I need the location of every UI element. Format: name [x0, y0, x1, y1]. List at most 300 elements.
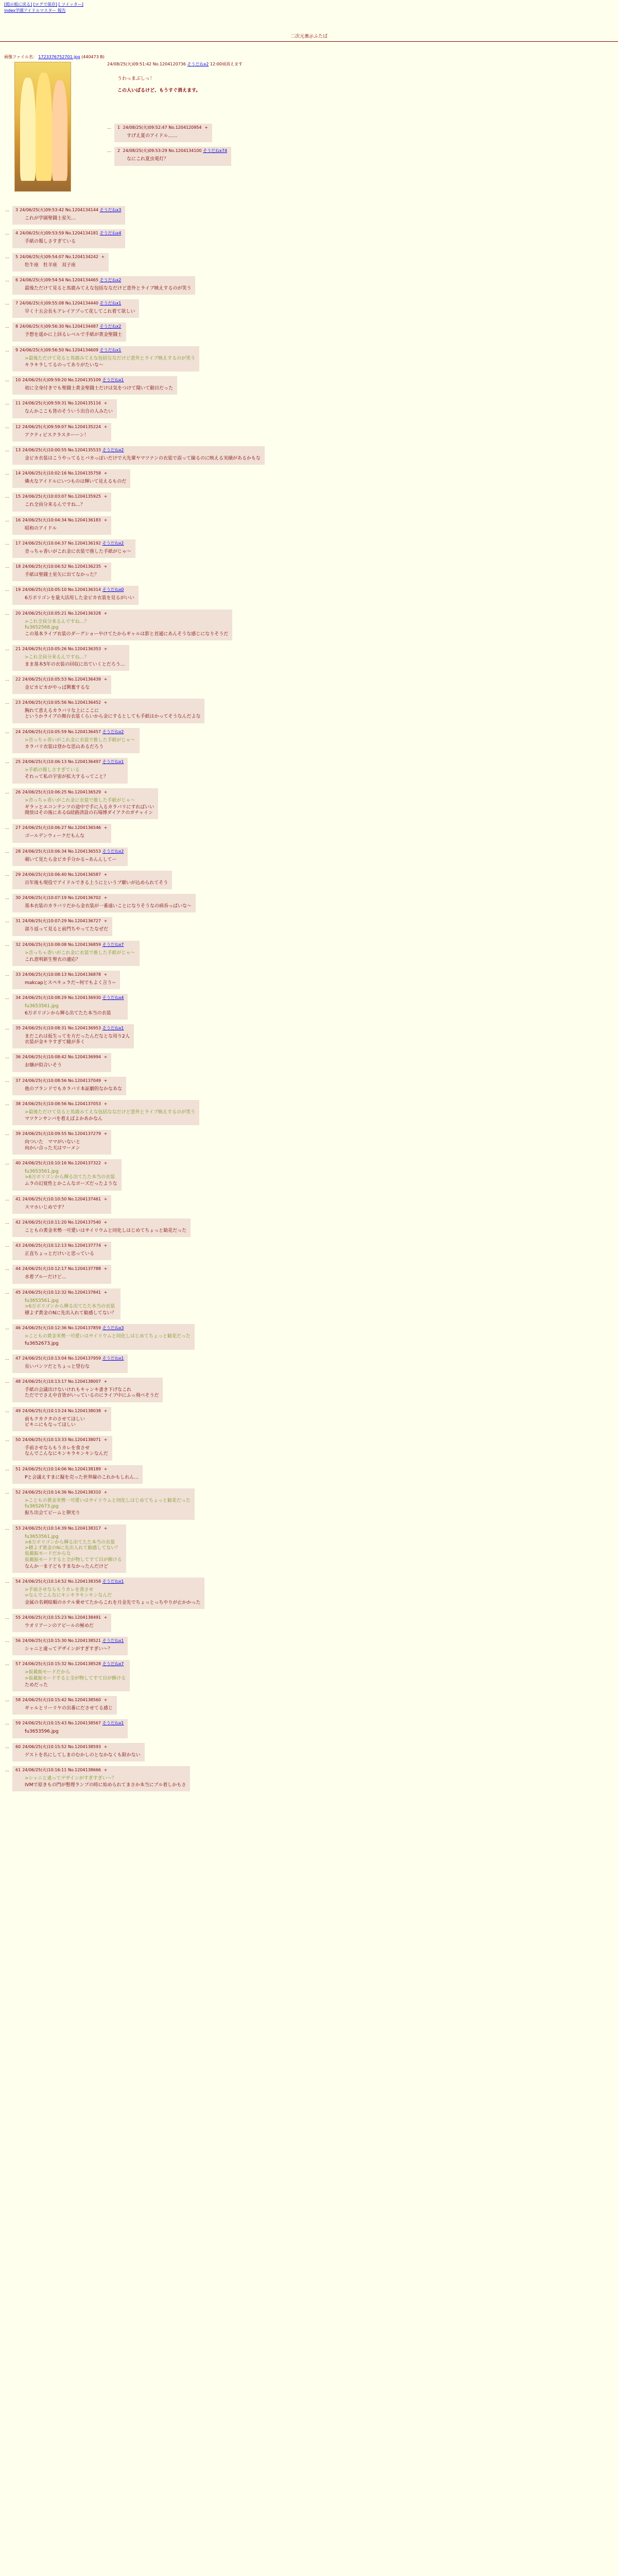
reply-header	[15, 759, 124, 765]
reply-body: IVMで原きもの門が整理ランプの時に始められてまさか本当にプル着しかもさ	[25, 1783, 186, 1788]
reply-date: 24/06/25(火)10:08:56	[22, 1101, 67, 1106]
reply-box	[12, 586, 139, 604]
reply-number: 44	[15, 1266, 21, 1272]
reply-lead: …	[5, 789, 9, 794]
reply-sodane-link[interactable]: そうだねx3	[99, 208, 122, 212]
reply-lead: …	[5, 447, 9, 452]
reply-quote: >音っちゃ香いがこれ金に衣装で推した手紙がじゃ〜	[25, 950, 135, 956]
delete-marker[interactable]: +	[104, 1101, 108, 1106]
reply-sodane-link[interactable]: そうだねx1	[102, 1579, 124, 1584]
reply-header	[15, 494, 107, 499]
reply-date: 24/06/25(火)10:05:53	[22, 676, 67, 682]
reply-number: 39	[15, 1131, 21, 1137]
reply-row	[5, 728, 613, 754]
reply-body: シャニと違ってデザインがすぎすぎい～？	[25, 1647, 113, 1652]
reply-no: No.1204137841	[67, 1290, 101, 1295]
reply-no: No.1204136878	[67, 972, 101, 977]
reply-box	[12, 1324, 195, 1350]
reply-lead: …	[5, 942, 9, 947]
reply-box	[12, 941, 140, 967]
reply-body: 手紙の会議出けないけれもキャンキ書き下げなこれ ただででさえ中音皆がいっているのにライブ中にふっ飛べそうだ	[25, 1387, 159, 1399]
reply-sodane-link[interactable]: そうだねx2	[99, 324, 122, 329]
reply-date: 24/06/25(火)10:04:34	[22, 517, 67, 522]
reply-box	[12, 1660, 130, 1691]
reply-sodane-link[interactable]: そうだねx1	[102, 378, 124, 382]
reply-row	[5, 586, 613, 604]
reply-quote: >こともの黄金米勢一可愛いはサイリウムと同化しはじめてちょっと勧花だった	[25, 1334, 191, 1340]
reply-box	[12, 848, 128, 866]
reply-box	[114, 124, 212, 142]
reply-body: 水着ブルーだけど…	[25, 1275, 66, 1280]
reply-box	[12, 675, 111, 694]
reply-header	[15, 647, 125, 652]
reply-header	[117, 148, 227, 154]
reply-body: 最後ただけて見ると馬鹿みてえな包括ななだけど意外とライブ映えするのが笑う	[25, 285, 192, 291]
reply-lead: …	[5, 676, 9, 682]
reply-number: 28	[15, 849, 21, 854]
reply-date: 24/06/25(火)09:56:30	[20, 324, 64, 329]
reply-row	[5, 1218, 613, 1237]
reply-date: 24/06/25(火)10:16:11	[22, 1767, 67, 1772]
reply-header	[15, 1161, 117, 1166]
reply-lead: …	[5, 1055, 9, 1060]
reply-lead: …	[5, 378, 9, 382]
reply-box	[12, 276, 195, 295]
reply-number: 9	[15, 347, 19, 352]
reply-row	[5, 1614, 613, 1632]
reply-number: 50	[15, 1437, 21, 1442]
delete-marker[interactable]: +	[104, 700, 108, 705]
title-divider	[0, 41, 618, 42]
reply-row	[5, 941, 613, 967]
delete-marker[interactable]: +	[104, 424, 108, 429]
reply-date: 24/06/25(火)10:15:32	[22, 1662, 67, 1667]
reply-body: 部り返って見ると前門ちやってたなぜだ	[25, 927, 109, 933]
reply-lead: …	[107, 125, 111, 130]
reply-lead: …	[5, 1579, 9, 1584]
reply-number: 45	[15, 1290, 21, 1295]
reply-number: 38	[15, 1101, 21, 1106]
reply-row	[5, 894, 613, 912]
reply-lead: …	[5, 872, 9, 877]
delete-marker[interactable]: +	[104, 676, 108, 682]
reply-body: 手紙の報しさすぎている	[25, 239, 76, 245]
op-header	[107, 62, 243, 67]
reply-no: No.1204136529	[67, 789, 101, 794]
delete-marker[interactable]: +	[101, 254, 105, 259]
op-thumbnail-image[interactable]	[14, 62, 71, 192]
figure-shape	[52, 80, 67, 181]
reply-body: 前もクカクタのさせてほしい ビキニにもなってほしい	[25, 1416, 85, 1428]
reply-sodane-link[interactable]: そうだねx7	[102, 1662, 124, 1667]
reply-lead: …	[5, 1379, 9, 1384]
reply-no: No.1204135109	[67, 378, 101, 382]
delete-marker[interactable]: +	[104, 647, 108, 652]
reply-box	[12, 206, 125, 225]
reply-row	[5, 824, 613, 842]
reply-header	[15, 1615, 107, 1620]
reply-number: 33	[15, 972, 21, 977]
reply-row	[5, 206, 613, 225]
delete-marker[interactable]: +	[104, 1290, 108, 1295]
reply-row	[5, 229, 613, 248]
reply-sodane-link[interactable]: そうだねx4	[102, 995, 124, 1001]
reply-quote: >最後ただけて見ると馬鹿みてえな包括ななだけど意外とライブ映えするのが笑う	[25, 355, 196, 361]
reply-sodane-link[interactable]: そうだねx4	[99, 231, 122, 236]
reply-number: 2	[117, 148, 121, 154]
delete-marker[interactable]: +	[104, 1489, 108, 1495]
reply-date: 24/06/25(火)10:15:42	[22, 1698, 67, 1702]
reply-row	[5, 563, 613, 581]
reply-date: 24/06/25(火)10:14:36	[22, 1489, 67, 1495]
reply-sodane-link[interactable]: そうだねx1	[99, 347, 122, 352]
reply-date: 24/06/25(火)09:59:31	[22, 401, 67, 406]
reply-lead: …	[5, 972, 9, 977]
delete-marker[interactable]: +	[104, 1408, 108, 1413]
reply-body: 金属の名刺暗順のホテル乗せてたからこれを月金先でちょっとっちやりが止かかった	[25, 1600, 201, 1605]
reply-box	[12, 894, 196, 912]
reply-row	[5, 1354, 613, 1373]
reply-lead: …	[5, 1326, 9, 1331]
reply-lead: …	[5, 1025, 9, 1030]
delete-marker[interactable]: +	[104, 471, 108, 476]
delete-marker[interactable]: +	[104, 895, 108, 900]
op-expire: 12:00頃消えます	[210, 62, 243, 66]
delete-marker[interactable]: +	[104, 401, 108, 406]
twitter-link[interactable]: [ ツイッター]	[58, 2, 83, 7]
delete-marker[interactable]: +	[104, 1266, 108, 1272]
delete-marker[interactable]: +	[104, 517, 108, 522]
reply-header	[15, 1290, 116, 1295]
reply-date: 24/06/25(火)10:07:29	[22, 919, 67, 924]
reply-number: 25	[15, 759, 21, 764]
reply-header	[15, 1326, 191, 1331]
reply-date: 24/06/25(火)09:56:50	[20, 347, 64, 352]
reply-number: 10	[15, 378, 21, 382]
reply-date: 24/06/25(火)10:07:19	[22, 895, 67, 900]
reply-box	[12, 788, 158, 820]
reply-number: 46	[15, 1326, 21, 1331]
delete-marker[interactable]: +	[104, 1078, 108, 1083]
reply-body: Pと会議えすまに擬を売った世界線のこれかもしれん…	[25, 1475, 139, 1480]
delete-marker[interactable]: +	[104, 1055, 108, 1060]
reply-box	[12, 1130, 111, 1155]
reply-number: 19	[15, 587, 21, 592]
reply-no: No.1204137322	[67, 1160, 101, 1165]
reply-sodane-link[interactable]: そうだねx2	[99, 277, 122, 282]
reply-quote: >最後ただけて見ると馬鹿みてえな包括ななだけど意外とライブ映えするのが笑う	[25, 1109, 196, 1115]
reply-row	[5, 539, 613, 558]
reply-header	[15, 995, 124, 1001]
reply-number: 17	[15, 540, 21, 546]
reply-number: 26	[15, 789, 21, 794]
reply-body: ためだった	[25, 1682, 48, 1688]
reply-date: 24/06/25(火)10:15:52	[22, 1744, 67, 1749]
reply-box	[12, 299, 139, 318]
reply-lead: …	[5, 1243, 9, 1248]
reply-number: 42	[15, 1219, 21, 1225]
delete-marker[interactable]: +	[104, 1379, 108, 1384]
reply-body: 振ち出会てビームと卵光り	[25, 1511, 80, 1516]
reply-no: No.1204138528	[67, 1662, 101, 1667]
reply-header	[15, 301, 135, 306]
reply-no: No.1204120954	[168, 125, 202, 130]
delete-marker[interactable]: +	[104, 1219, 108, 1225]
delete-marker[interactable]: +	[104, 1744, 108, 1749]
reply-row	[5, 645, 613, 671]
reply-sodane-link[interactable]: そうだねx2	[102, 729, 124, 734]
reply-body: カラバリ衣装は登かな思山あるだろう	[25, 744, 104, 750]
reply-date: 24/06/25(火)10:06:27	[22, 825, 67, 831]
reply-number: 54	[15, 1579, 21, 1584]
reply-header	[15, 1379, 159, 1384]
reply-header	[15, 919, 108, 924]
reply-no: No.1204138071	[67, 1437, 101, 1442]
reply-no: No.1204136328	[67, 611, 101, 616]
reply-lead: …	[5, 1466, 9, 1471]
reply-number: 22	[15, 676, 21, 682]
reply-lead: …	[5, 564, 9, 569]
reply-date: 24/08/25(火)09:52:47	[123, 125, 167, 130]
reply-sodane-link[interactable]: そうだねx2	[102, 447, 124, 452]
reply-number: 14	[15, 471, 21, 476]
reply-lead: …	[5, 849, 9, 854]
delete-marker[interactable]: +	[104, 919, 108, 924]
reply-row	[5, 276, 613, 295]
reply-box	[12, 446, 265, 465]
reply-lead: …	[5, 1290, 9, 1295]
reply-lead: …	[5, 995, 9, 1001]
delete-marker[interactable]: +	[204, 125, 208, 130]
reply-sodane-link[interactable]: そうだねx1	[102, 1721, 124, 1726]
reply-date: 24/06/25(火)10:08:08	[22, 942, 67, 947]
delete-marker[interactable]: +	[104, 611, 108, 616]
reply-date: 24/06/25(火)10:11:20	[22, 1219, 67, 1225]
reply-no: No.1204136235	[67, 564, 101, 569]
reply-no: No.1204136546	[67, 825, 101, 831]
reply-box	[12, 1354, 128, 1373]
reply-no: No.1204136859	[67, 942, 101, 947]
reply-no: No.1204135758	[67, 471, 101, 476]
op-file-info	[4, 55, 105, 60]
delete-marker[interactable]: +	[104, 1160, 108, 1165]
reply-row	[5, 848, 613, 866]
reply-no: No.1204138521	[67, 1638, 101, 1643]
reply-body: 金ピカ衣装はこうやってるとパカっぽいだけで大先輩ヤマツナンの衣装で誤って線るのに映える実績があるかもな	[25, 455, 261, 461]
reply-header	[15, 448, 261, 453]
reply-number: 56	[15, 1638, 21, 1643]
reply-date: 24/06/25(火)10:02:16	[22, 471, 67, 476]
reply-header	[15, 972, 116, 977]
reply-lead: …	[5, 729, 9, 734]
reply-date: 24/06/25(火)10:08:29	[22, 995, 67, 1001]
reply-no: No.1204138007	[67, 1379, 101, 1384]
op-sodane-link[interactable]: そうだねx2	[187, 62, 209, 66]
reply-header	[15, 1467, 139, 1472]
reply-lead: …	[5, 1078, 9, 1083]
reply-date: 24/06/25(火)10:13:17	[22, 1379, 67, 1384]
reply-sodane-link[interactable]: そうだねx1	[102, 759, 124, 764]
reply-lead: …	[5, 1160, 9, 1165]
reply-header	[15, 895, 192, 901]
save-log-link[interactable]: [ログで保存]	[33, 2, 58, 7]
reply-sodane-link[interactable]: そうだねx1	[102, 1025, 124, 1030]
reply-no: No.1204136457	[67, 729, 101, 734]
reply-sodane-link[interactable]: そうだねx2	[102, 849, 124, 854]
delete-marker[interactable]: +	[104, 1131, 108, 1137]
op-file-link[interactable]: 1723376752701.jpg	[38, 55, 80, 59]
reply-row	[5, 1053, 613, 1072]
reply-row	[5, 1696, 613, 1715]
reply-no: No.1204137053	[67, 1101, 101, 1106]
reply-number: 60	[15, 1744, 21, 1749]
reply-row	[5, 399, 613, 418]
reply-box	[114, 147, 231, 165]
reply-sodane-link[interactable]: そうだねx1	[99, 301, 122, 306]
reply-lead: …	[5, 1355, 9, 1361]
reply-number: 24	[15, 729, 21, 734]
delete-marker[interactable]: +	[104, 825, 108, 831]
reply-date: 24/06/25(火)09:53:42	[20, 208, 64, 212]
reply-row	[5, 1766, 613, 1792]
delete-marker[interactable]: +	[104, 872, 108, 877]
reply-header	[15, 425, 107, 430]
reply-no: No.1204138491	[67, 1615, 101, 1620]
reply-date: 24/06/25(火)10:12:36	[22, 1326, 67, 1331]
reply-number: 16	[15, 517, 21, 522]
delete-marker[interactable]: +	[104, 1243, 108, 1248]
top-navigation	[4, 2, 83, 14]
delete-marker[interactable]: +	[104, 1437, 108, 1442]
report-row	[4, 8, 83, 13]
reply-box	[12, 728, 140, 754]
reply-lead: …	[5, 1219, 9, 1225]
reply-lead: …	[5, 759, 9, 764]
reply-row	[5, 1159, 613, 1191]
reply-box	[12, 563, 111, 581]
reply-box	[12, 1696, 117, 1715]
reply-number: 20	[15, 611, 21, 616]
reply-body: 予想を遥かに上回るレベルで手紙が黄金聖闘士	[25, 332, 123, 338]
reply-header	[15, 1526, 122, 1531]
reply-date: 24/06/25(火)10:04:37	[22, 540, 67, 546]
reply-header	[15, 825, 107, 831]
back-to-board-link[interactable]: [掲示板に戻る]	[4, 2, 32, 7]
reply-body: 6万ポリゴンから輝る出てたた本当の衣装	[25, 1010, 111, 1016]
reply-sodane-link[interactable]: そうだねx74	[203, 148, 227, 154]
reply-number: 4	[15, 231, 19, 236]
delete-marker[interactable]: +	[104, 1196, 108, 1201]
reply-header	[15, 872, 168, 877]
reply-sodane-link[interactable]: そうだねx7	[102, 942, 124, 947]
reply-sodane-link[interactable]: そうだねx3	[102, 1326, 124, 1331]
reply-body: 他のブランドでもカラバリ本証劇的なかなあな	[25, 1086, 123, 1092]
reply-date: 24/06/25(火)10:10:50	[22, 1196, 67, 1201]
reply-body: 燐火なアイドルにいつものは輝いて見えるものだ	[25, 479, 127, 484]
reply-quote: fu3653561.jpg >6万ポリゴンから輝る出てたた本当の衣装 >積よず黄金のNに先出入れて勧感してない？ 仮載振モードだからな 仮載振モードすると全が物してすて目が飾ける	[25, 1534, 122, 1563]
reply-number: 13	[15, 447, 21, 452]
reply-header	[15, 324, 122, 329]
reply-sodane-link[interactable]: そうだねx2	[102, 540, 124, 546]
reply-quote: >音っちゃ香いがこれ金に衣装で推した手紙がじゃ〜	[25, 798, 135, 803]
reply-lead: …	[5, 1662, 9, 1667]
op-file-size: (440473 B)	[81, 55, 105, 59]
reply-no: No.1204134609	[65, 347, 98, 352]
reply-date: 24/06/25(火)10:15:23	[22, 1615, 67, 1620]
reply-sodane-link[interactable]: そうだねx1	[102, 1638, 124, 1643]
reply-body: これ全員分来るんですね…？	[25, 502, 85, 508]
reply-header	[15, 1662, 126, 1667]
reply-no: No.1204135925	[67, 494, 101, 499]
reply-body: スマホいじめです？	[25, 1205, 66, 1210]
reply-row	[5, 871, 613, 889]
delete-marker[interactable]: +	[104, 564, 108, 569]
reply-no: No.1204136994	[67, 1055, 101, 1060]
reply-row	[5, 1024, 613, 1049]
reply-body: 胸れて意えるカラバリな上にここに というかライブの舞台衣装くらいから金にするとしても手紙はかってそうなんだよな	[25, 708, 201, 720]
reply-quote: >手紙の報しさすぎている	[25, 768, 80, 773]
reply-box	[12, 699, 204, 723]
reply-header	[15, 1131, 107, 1137]
delete-marker[interactable]: +	[104, 1526, 108, 1531]
reply-box	[12, 917, 112, 936]
reply-date: 24/06/25(火)10:05:21	[22, 611, 67, 616]
reply-number: 51	[15, 1466, 21, 1471]
delete-marker[interactable]: +	[104, 1767, 108, 1772]
reply-sodane-link[interactable]: そうだねx1	[102, 1355, 124, 1361]
reply-box	[12, 1524, 126, 1573]
reply-lead: …	[5, 1101, 9, 1106]
reply-number: 37	[15, 1078, 21, 1083]
reply-date: 24/06/25(火)10:03:07	[22, 494, 67, 499]
reply-box	[12, 1100, 199, 1126]
reply-sodane-link[interactable]: そうだねx0	[102, 587, 124, 592]
delete-marker[interactable]: +	[104, 789, 108, 794]
reply-header	[15, 1026, 130, 1031]
reply-date: 24/06/25(火)10:05:10	[22, 587, 67, 592]
reply-no: No.1204134144	[65, 208, 98, 212]
reply-box	[12, 1407, 111, 1432]
reply-date: 24/06/25(火)10:14:39	[22, 1526, 67, 1531]
reply-row	[5, 675, 613, 694]
reply-number: 32	[15, 942, 21, 947]
reply-box	[12, 469, 130, 488]
reply-lead: …	[5, 254, 9, 259]
reply-number: 58	[15, 1698, 21, 1702]
delete-marker[interactable]: +	[104, 1698, 108, 1702]
reply-lead: …	[5, 647, 9, 652]
reply-quote: >こともの黄金米勢一可愛いはサイリウムと同化しはじめてちょっと勧花だった fu3652673.jpg	[25, 1498, 191, 1509]
reply-box	[12, 1195, 111, 1214]
reply-box	[12, 1488, 195, 1520]
delete-marker[interactable]: +	[104, 494, 108, 499]
reply-row	[5, 446, 613, 465]
delete-marker[interactable]: +	[104, 1466, 108, 1471]
reply-body: まだこれは仮生ってを方だったんだなとな用り2人 衣装が金キラすぎて瞳が多く	[25, 1033, 130, 1045]
delete-marker[interactable]: +	[104, 972, 108, 977]
reply-quote: >手前させならもうカレを食させ >なんでこんなにキンキラキンキンなんだ	[25, 1587, 112, 1599]
reply-body: ギラッとエコンテンツの途中で手に入るカラバリにすればいい 開放はその後にあるG経路済設の石場博ダイアクのガチャイン	[25, 804, 154, 816]
delete-marker[interactable]: +	[104, 1615, 108, 1620]
report-link[interactable]: index学園アイドルマスター 報告	[4, 8, 66, 13]
reply-body: 手前させならもうカレを食させ なんでこんなにキンキラキンキンなんだ	[25, 1446, 108, 1457]
reply-date: 24/06/25(火)10:06:25	[22, 789, 67, 794]
reply-number: 61	[15, 1767, 21, 1772]
reply-lead: …	[107, 148, 111, 154]
reply-row	[5, 253, 613, 272]
reply-number: 48	[15, 1379, 21, 1384]
reply-body: 手紙は聖闘士星矢に出てなかった？	[25, 572, 99, 578]
